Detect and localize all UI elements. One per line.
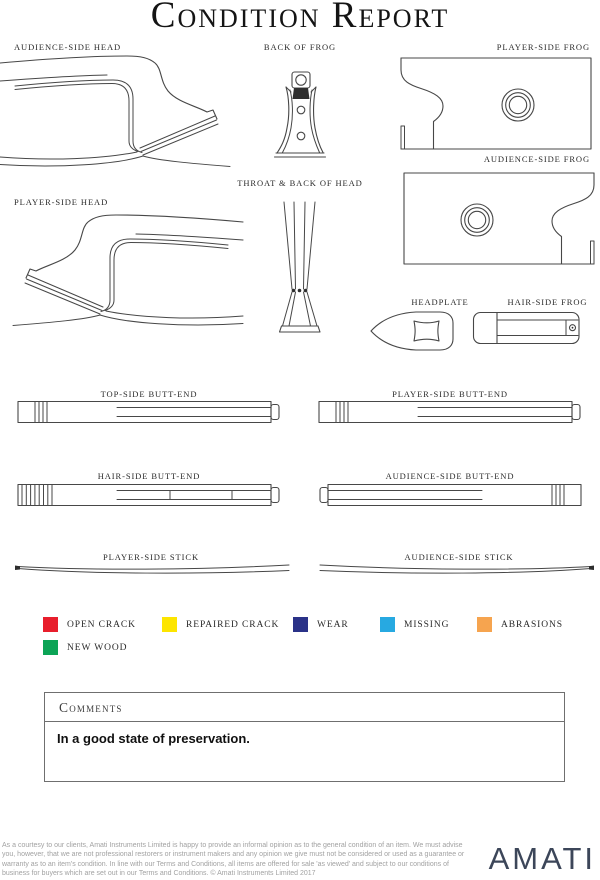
missing-swatch: [380, 617, 395, 632]
audience-side-frog-drawing: [395, 170, 600, 267]
label-hair-side-frog: HAIR-SIDE FROG: [507, 297, 588, 307]
player-side-stick-drawing: [8, 562, 293, 578]
player-side-head-drawing: [8, 215, 243, 335]
label-top-side-butt-end: TOP-SIDE BUTT-END: [100, 389, 198, 399]
player-side-frog-drawing: [395, 55, 600, 152]
legend-label: WEAR: [317, 620, 349, 630]
legend-item-new-wood: [43, 640, 127, 655]
label-audience-side-frog: AUDIENCE-SIDE FROG: [483, 154, 590, 164]
label-player-side-head: PLAYER-SIDE HEAD: [14, 197, 109, 207]
label-headplate: HEADPLATE: [411, 297, 469, 307]
legend-label: ABRASIONS: [501, 620, 563, 630]
player-side-butt-end-drawing: [316, 399, 584, 426]
headplate-drawing: [370, 308, 458, 354]
audience-side-stick-drawing: [316, 562, 600, 578]
legend-item-abrasions: [477, 617, 563, 632]
comments-box: [44, 692, 565, 782]
label-audience-side-butt-end: AUDIENCE-SIDE BUTT-END: [385, 471, 515, 481]
page-title: Condition Report: [150, 0, 450, 36]
back-of-frog-drawing: [267, 64, 329, 164]
top-side-butt-end-drawing: [15, 399, 283, 426]
label-player-side-frog: PLAYER-SIDE FROG: [496, 42, 590, 52]
hair-side-frog-drawing: [472, 310, 582, 346]
wear-swatch: [293, 617, 308, 632]
label-back-of-frog: BACK OF FROG: [263, 42, 337, 52]
label-audience-side-stick: AUDIENCE-SIDE STICK: [404, 552, 514, 562]
abrasions-swatch: [477, 617, 492, 632]
audience-side-butt-end-drawing: [316, 482, 584, 509]
legend-item-repaired-crack: [162, 617, 279, 632]
label-hair-side-butt-end: HAIR-SIDE BUTT-END: [97, 471, 201, 481]
throat-back-of-head-drawing: [262, 194, 334, 339]
audience-side-head-drawing: [0, 56, 235, 176]
comments-header: Comments: [45, 693, 564, 722]
open-crack-swatch: [43, 617, 58, 632]
legend-label: OPEN CRACK: [67, 620, 136, 630]
label-player-side-stick: PLAYER-SIDE STICK: [103, 552, 199, 562]
disclaimer-text: As a courtesy to our clients, Amati Instruments Limited is happy to provide an informal opinion as to the general condition of an item. We must advise you, however, that we are not professional restorers or instrument makers and any opinion we give must not be considered or used as a guarantee or warranty as to an item's condition. In line with our Terms and Conditions, all items are offered for sale 'as viewed' and subject to our conditions of business for buyers which are set out in our Terms and Conditions. © Amati Instruments Limited 2017: [2, 842, 465, 877]
legend-item-open-crack: [43, 617, 136, 632]
label-throat-back-of-head: THROAT & BACK OF HEAD: [237, 178, 363, 188]
new-wood-swatch: [43, 640, 58, 655]
hair-side-butt-end-drawing: [15, 482, 283, 509]
legend-item-wear: [293, 617, 349, 632]
label-player-side-butt-end: PLAYER-SIDE BUTT-END: [392, 389, 508, 399]
legend-label: REPAIRED CRACK: [186, 620, 280, 630]
repaired-crack-swatch: [162, 617, 177, 632]
label-audience-side-head: AUDIENCE-SIDE HEAD: [14, 42, 122, 52]
amati-logo: AMATI: [488, 841, 596, 876]
legend-item-missing: [380, 617, 449, 632]
legend-label: MISSING: [404, 620, 450, 630]
comments-text: In a good state of preservation.: [57, 731, 250, 746]
legend-label: NEW WOOD: [67, 643, 128, 653]
